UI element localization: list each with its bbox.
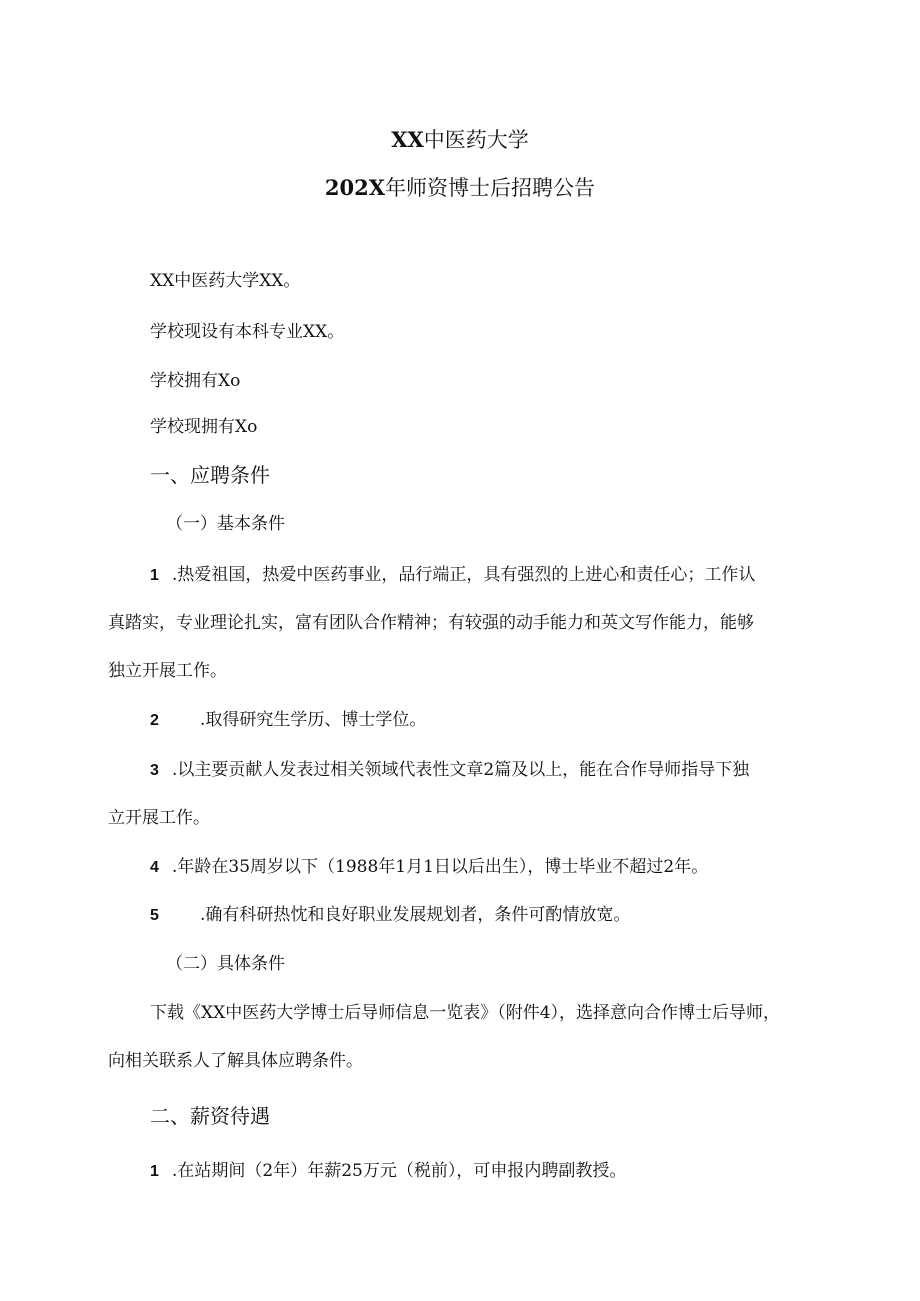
intro-paragraph-4: 学校现拥有Xo [150,417,258,437]
document-title-line1 [0,126,920,154]
intro-paragraph-3: 学校拥有Xo [150,371,241,391]
item-number: 5 [150,907,159,924]
condition-item-3-line2: 立开展工作。 [108,808,210,828]
item-text: .热爱祖国，热爱中医药事业，品行端正，具有强烈的上进心和责任心；工作认 [172,565,756,585]
condition-item-1-line2: 真踏实，专业理论扎实，富有团队合作精神；有较强的动手能力和英文写作能力，能够 [108,613,754,633]
intro-paragraph-1: XX中医药大学XX。 [150,271,301,291]
title-line2-rest: 年师资博士后招聘公告 [385,176,596,200]
title-line1-rest: 中医药大学 [423,128,529,152]
section1-sub1-heading: （一）基本条件 [166,514,285,534]
item-number: 4 [150,859,159,876]
condition-item-5 [150,903,630,928]
condition-item-1-line1 [150,563,755,588]
condition-item-4 [150,855,708,880]
specific-conditions-line1: 下载《XX中医药大学博士后导师信息一览表》（附件4），选择意向合作博士后导师， [150,1003,781,1023]
item-text: .年龄在35周岁以下（1988年1月1日以后出生），博士毕业不超过2年。 [172,857,709,877]
item-number: 2 [150,712,159,729]
item-text: .在站期间（2年）年薪25万元（税前），可申报内聘副教授。 [172,1161,627,1181]
title-line2-bold: 202X [324,175,386,200]
section1-heading: 一、应聘条件 [150,463,270,487]
section1-sub2-heading: （二）具体条件 [166,954,285,974]
condition-item-1-line3: 独立开展工作。 [108,661,227,681]
item-number: 1 [150,567,159,584]
section2-heading: 二、薪资待遇 [150,1104,270,1128]
item-text: .确有科研热忱和良好职业发展规划者，条件可酌情放宽。 [200,905,631,925]
item-text: .以主要贡献人发表过相关领域代表性文章2篇及以上，能在合作导师指导下独 [172,760,750,780]
title-line1-bold: XX [391,127,424,152]
item-number: 1 [150,1163,159,1180]
specific-conditions-line2: 向相关联系人了解具体应聘条件。 [108,1051,363,1071]
item-number: 3 [150,762,159,779]
salary-item-1 [150,1159,626,1184]
document-title-line2 [0,174,920,202]
condition-item-2 [150,708,426,733]
item-text: .取得研究生学历、博士学位。 [200,710,427,730]
intro-paragraph-2: 学校现设有本科专业XX。 [150,322,345,342]
condition-item-3-line1 [150,758,749,783]
